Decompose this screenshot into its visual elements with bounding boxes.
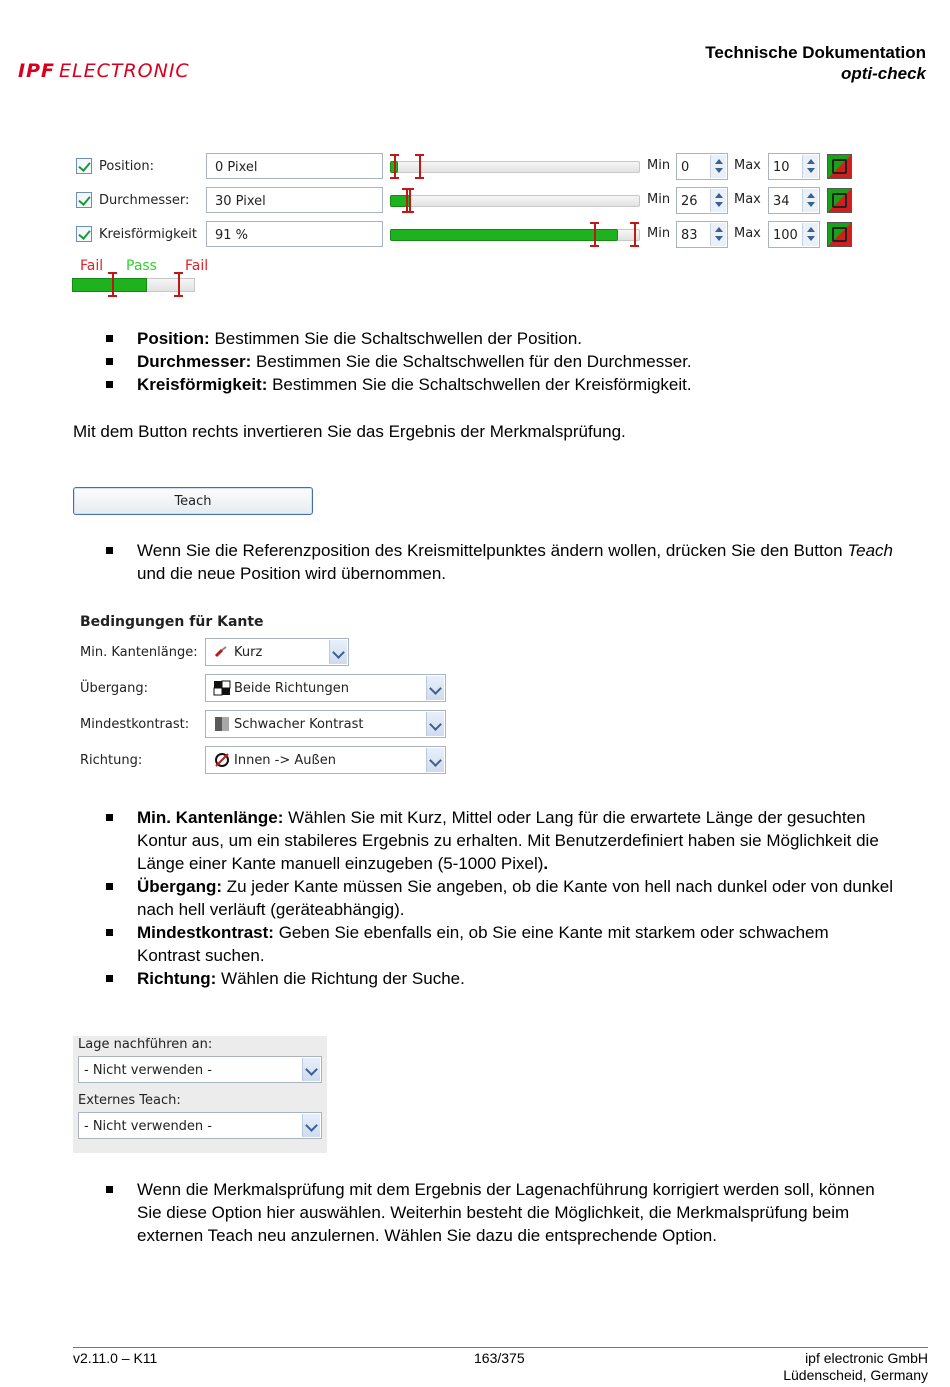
- legend-fail-right: Fail: [185, 258, 209, 274]
- chevron-down-icon[interactable]: [426, 748, 444, 772]
- footer-company: ipf electronic GmbH: [805, 1350, 928, 1366]
- spin-arrows-icon[interactable]: [802, 155, 818, 178]
- footer-page-number: 163/375: [474, 1350, 525, 1366]
- position-label: Position:: [99, 159, 154, 174]
- transition-line2: nach hell verläuft (geräteabhängig).: [137, 900, 405, 919]
- bullet-diameter: Durchmesser: Bestimmen Sie die Schaltschwellen für den Durchmesser.: [137, 352, 692, 371]
- footer-version: v2.11.0 – K11: [73, 1350, 158, 1366]
- bullet-circularity: Kreisförmigkeit: Bestimmen Sie die Schaltschwellen der Kreisförmigkeit.: [137, 375, 692, 394]
- bullet-icon: [106, 975, 113, 982]
- short-edge-icon: [213, 644, 231, 660]
- circularity-checkbox[interactable]: [76, 226, 92, 242]
- document-subtitle: opti-check: [840, 64, 926, 83]
- bullet-icon: [106, 883, 113, 890]
- max-threshold-marker[interactable]: [630, 222, 639, 247]
- tracking-text-line3: externen Teach neu anzulernen. Wählen Sie dazu die entsprechende Option.: [137, 1226, 717, 1245]
- paragraph-invert: Mit dem Button rechts invertieren Sie das Ergebnis der Merkmalsprüfung.: [73, 422, 626, 441]
- invert-icon: [832, 193, 847, 208]
- edge-length-line1: Min. Kantenlänge: Wählen Sie mit Kurz, Mittel oder Lang für die erwartete Länge der gesuchten: [137, 808, 866, 827]
- max-label: Max: [734, 192, 761, 207]
- teach-bullet-line2: und die neue Position wird übernommen.: [137, 564, 447, 583]
- direction-label: Richtung:: [80, 753, 143, 768]
- position-checkbox[interactable]: [76, 158, 92, 174]
- invert-icon: [832, 159, 847, 174]
- min-contrast-label: Mindestkontrast:: [80, 717, 190, 732]
- direction-select[interactable]: Innen -> Außen: [205, 746, 446, 774]
- threshold-row-position: [76, 153, 856, 181]
- circularity-label: Kreisförmigkeit: [99, 227, 197, 242]
- bullet-icon: [106, 547, 113, 554]
- chevron-down-icon[interactable]: [302, 1058, 320, 1081]
- invert-icon: [832, 227, 847, 242]
- max-label: Max: [734, 226, 761, 241]
- spin-arrows-icon[interactable]: [710, 155, 726, 178]
- fail-pass-legend: [72, 258, 222, 298]
- direction-icon: [213, 752, 231, 768]
- min-edge-length-label: Min. Kantenlänge:: [80, 645, 198, 660]
- external-teach-select[interactable]: - Nicht verwenden -: [78, 1112, 322, 1139]
- transition-icon: [213, 680, 231, 696]
- spin-arrows-icon[interactable]: [710, 223, 726, 246]
- bullet-position: Position: Bestimmen Sie die Schaltschwellen der Position.: [137, 329, 583, 348]
- circularity-slider[interactable]: [390, 225, 642, 243]
- chevron-down-icon[interactable]: [426, 712, 444, 736]
- position-max-spinbox[interactable]: 10: [768, 153, 820, 180]
- transition-label: Übergang:: [80, 681, 148, 696]
- external-teach-label: Externes Teach:: [78, 1093, 181, 1108]
- edge-length-line3: Länge einer Kante manuell einzugeben (5-1000 Pixel).: [137, 854, 549, 873]
- contrast-icon: [213, 716, 231, 732]
- bullet-icon: [106, 381, 113, 388]
- chevron-down-icon[interactable]: [426, 676, 444, 700]
- diameter-min-spinbox[interactable]: 26: [676, 187, 728, 214]
- edge-length-line2: Kontur aus, um ein stabileres Ergebnis zu erhalten. Mit Benutzerdefiniert haben sie Möglichkeit die: [137, 831, 879, 850]
- circularity-min-spinbox[interactable]: 83: [676, 221, 728, 248]
- direction-line1: Richtung: Wählen die Richtung der Suche.: [137, 969, 465, 988]
- min-threshold-marker[interactable]: [590, 222, 599, 247]
- position-value-field: 0 Pixel: [206, 153, 383, 179]
- spin-arrows-icon[interactable]: [802, 189, 818, 212]
- bullet-icon: [106, 1186, 113, 1193]
- threshold-row-circularity: [76, 221, 856, 249]
- max-label: Max: [734, 158, 761, 173]
- legend-max-marker: [174, 272, 183, 297]
- transition-line1: Übergang: Zu jeder Kante müssen Sie angeben, ob die Kante von hell nach dunkel oder von dunkel: [137, 877, 894, 896]
- bullet-icon: [106, 929, 113, 936]
- legend-min-marker: [108, 272, 117, 297]
- tracking-label: Lage nachführen an:: [78, 1037, 213, 1052]
- slider-fill: [390, 229, 618, 241]
- diameter-checkbox[interactable]: [76, 192, 92, 208]
- invert-result-button[interactable]: [827, 154, 852, 179]
- max-threshold-marker[interactable]: [415, 154, 424, 179]
- invert-result-button[interactable]: [827, 222, 852, 247]
- max-threshold-marker[interactable]: [405, 188, 414, 213]
- min-label: Min: [647, 192, 671, 207]
- min-threshold-marker[interactable]: [390, 154, 399, 179]
- min-contrast-select[interactable]: Schwacher Kontrast: [205, 710, 446, 738]
- diameter-value-field: 30 Pixel: [206, 187, 383, 213]
- chevron-down-icon[interactable]: [302, 1114, 320, 1137]
- chevron-down-icon[interactable]: [329, 640, 347, 664]
- document-title: Technische Dokumentation: [705, 43, 926, 62]
- tracking-panel: [73, 1036, 327, 1153]
- spin-arrows-icon[interactable]: [710, 189, 726, 212]
- slider-track: [390, 195, 640, 207]
- threshold-row-diameter: [76, 187, 856, 215]
- tracking-text-line2: Sie diese Option hier auswählen. Weiterhin besteht die Möglichkeit, die Merkmalsprüfung beim: [137, 1203, 850, 1222]
- company-logo: IPF ELECTRONIC: [18, 60, 190, 82]
- footer-city: Lüdenscheid, Germany: [783, 1367, 928, 1383]
- spin-arrows-icon[interactable]: [802, 223, 818, 246]
- diameter-label: Durchmesser:: [99, 193, 190, 208]
- slider-track: [390, 161, 640, 173]
- legend-fail-left: Fail: [80, 258, 104, 274]
- diameter-slider[interactable]: [390, 191, 642, 209]
- min-label: Min: [647, 158, 671, 173]
- teach-button[interactable]: Teach: [73, 487, 313, 515]
- footer-divider: [73, 1347, 928, 1348]
- tracking-text-line1: Wenn die Merkmalsprüfung mit dem Ergebnis der Lagenachführung korrigiert werden soll, können: [137, 1180, 875, 1199]
- invert-result-button[interactable]: [827, 188, 852, 213]
- tracking-select[interactable]: - Nicht verwenden -: [78, 1056, 322, 1083]
- min-edge-length-select[interactable]: Kurz: [205, 638, 349, 666]
- teach-bullet-line1: Wenn Sie die Referenzposition des Kreismittelpunktes ändern wollen, drücken Sie den Button Teach: [137, 541, 894, 560]
- diameter-max-spinbox[interactable]: 34: [768, 187, 820, 214]
- circularity-max-spinbox[interactable]: 100: [768, 221, 820, 248]
- circularity-value-field: 91 %: [206, 221, 383, 247]
- edge-conditions-title: Bedingungen für Kante: [80, 614, 264, 630]
- min-label: Min: [647, 226, 671, 241]
- contrast-line1: Mindestkontrast: Geben Sie ebenfalls ein, ob Sie eine Kante mit starkem oder schwachem: [137, 923, 829, 942]
- position-slider[interactable]: [390, 157, 642, 175]
- bullet-icon: [106, 358, 113, 365]
- legend-pass: Pass: [126, 258, 157, 274]
- position-min-spinbox[interactable]: 0: [676, 153, 728, 180]
- transition-select[interactable]: Beide Richtungen: [205, 674, 446, 702]
- bullet-icon: [106, 814, 113, 821]
- bullet-icon: [106, 335, 113, 342]
- contrast-line2: Kontrast suchen.: [137, 946, 265, 965]
